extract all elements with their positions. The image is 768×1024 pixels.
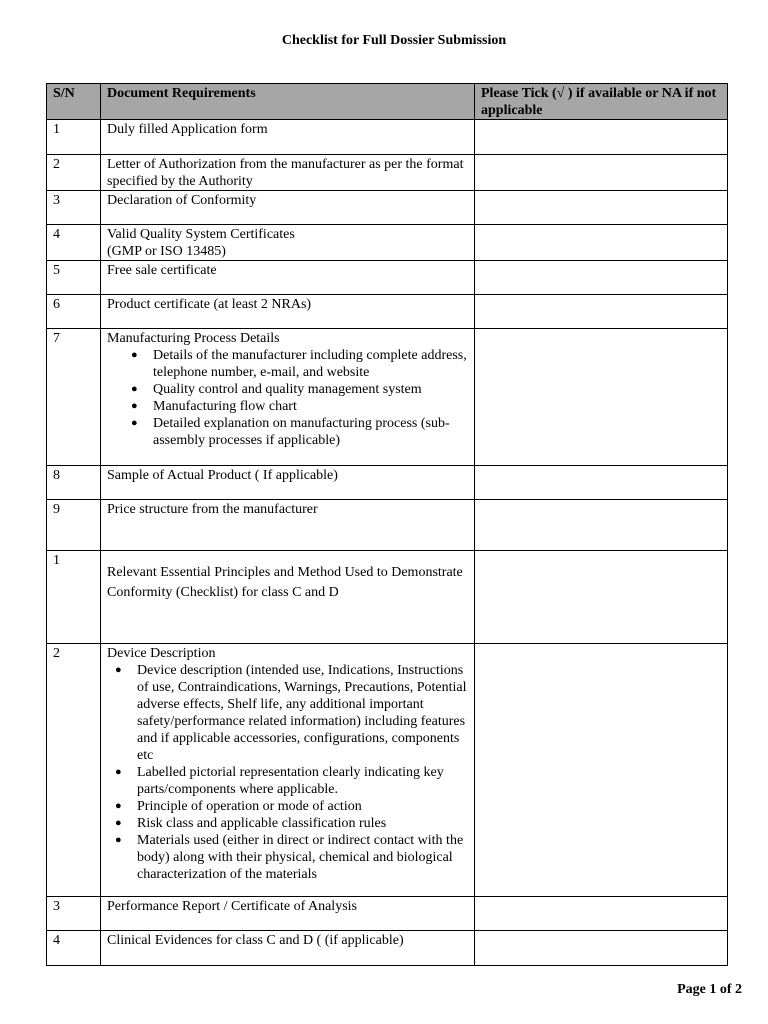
table-row — [47, 155, 728, 191]
row-requirement: Clinical Evidences for class C and D ( (if applicable) — [101, 931, 475, 966]
tick-cell[interactable] — [475, 500, 728, 551]
row-sn: 4 — [47, 931, 101, 966]
table-row — [47, 500, 728, 551]
bullet-item: ● Materials used (either in direct or indirect contact with the body) along with their physical, chemical and biological characterization of the materials — [137, 832, 468, 883]
tick-cell[interactable] — [475, 897, 728, 931]
table-row — [47, 120, 728, 155]
requirement-heading: Manufacturing Process Details — [107, 331, 280, 346]
requirement-line: (GMP or ISO 13485) — [107, 244, 226, 259]
row-requirement: Product certificate (at least 2 NRAs) — [101, 295, 475, 329]
bullet-item: ● Device description (intended use, Indications, Instructions of use, Contraindications, Warnings, Precautions, Potential adverse effects, Shelf life, any additional important safety/performance related information) including features and if applicable accessories, configurations, components etc — [137, 662, 468, 764]
bullet-item: ● Details of the manufacturer including complete address, telephone number, e-mail, and website — [153, 347, 468, 381]
row-requirement — [101, 225, 475, 261]
tick-cell[interactable] — [475, 261, 728, 295]
requirement-line: Valid Quality System Certificates — [107, 227, 295, 242]
checklist-table — [46, 83, 728, 966]
row-requirement: Sample of Actual Product ( If applicable) — [101, 466, 475, 500]
bullet-item: ● Manufacturing flow chart — [153, 398, 468, 415]
tick-cell[interactable] — [475, 155, 728, 191]
tick-cell[interactable] — [475, 551, 728, 644]
row-sn: 4 — [47, 225, 101, 261]
row-sn: 1 — [47, 120, 101, 155]
header-sn: S/N — [47, 84, 101, 120]
tick-cell[interactable] — [475, 931, 728, 966]
row-requirement — [101, 329, 475, 466]
header-row — [47, 84, 728, 120]
table-row — [47, 897, 728, 931]
bullet-item: ● Quality control and quality management system — [153, 381, 468, 398]
row-requirement — [101, 644, 475, 897]
row-requirement: Performance Report / Certificate of Analysis — [101, 897, 475, 931]
row-sn: 3 — [47, 191, 101, 225]
row-requirement — [101, 551, 475, 644]
bullet-item: ● Risk class and applicable classification rules — [137, 815, 468, 832]
tick-cell[interactable] — [475, 191, 728, 225]
table-row — [47, 225, 728, 261]
row-requirement: Free sale certificate — [101, 261, 475, 295]
row-sn: 8 — [47, 466, 101, 500]
row-requirement: Price structure from the manufacturer — [101, 500, 475, 551]
tick-cell[interactable] — [475, 120, 728, 155]
row-sn: 9 — [47, 500, 101, 551]
tick-cell[interactable] — [475, 225, 728, 261]
bullet-item: ● Detailed explanation on manufacturing process (sub-assembly processes if applicable) — [153, 415, 468, 449]
page-number: Page 1 of 2 — [677, 982, 742, 997]
bullet-list — [107, 347, 468, 449]
header-requirements: Document Requirements — [101, 84, 475, 120]
table-row — [47, 931, 728, 966]
row-sn: 2 — [47, 155, 101, 191]
bullet-list — [107, 662, 468, 883]
bullet-item: ● Labelled pictorial representation clearly indicating key parts/components where applicable. — [137, 764, 468, 798]
tick-cell[interactable] — [475, 644, 728, 897]
tick-cell[interactable] — [475, 466, 728, 500]
table-row — [47, 466, 728, 500]
bullet-item: ● Principle of operation or mode of action — [137, 798, 468, 815]
tick-cell[interactable] — [475, 329, 728, 466]
row-sn: 2 — [47, 644, 101, 897]
row-requirement: Letter of Authorization from the manufacturer as per the format specified by the Authority — [101, 155, 475, 191]
requirement-heading: Device Description — [107, 646, 216, 661]
row-requirement: Duly filled Application form — [101, 120, 475, 155]
table-row — [47, 329, 728, 466]
row-sn: 3 — [47, 897, 101, 931]
header-tick: Please Tick (√ ) if available or NA if not applicable — [475, 84, 728, 120]
table-row — [47, 551, 728, 644]
row-sn: 7 — [47, 329, 101, 466]
table-row — [47, 295, 728, 329]
table-row — [47, 261, 728, 295]
requirement-text: Relevant Essential Principles and Method Used to Demonstrate Conformity (Checklist) for class C and D — [107, 565, 463, 600]
document-title: Checklist for Full Dossier Submission — [281, 33, 507, 48]
row-sn: 5 — [47, 261, 101, 295]
table-row — [47, 644, 728, 897]
tick-cell[interactable] — [475, 295, 728, 329]
row-sn: 1 — [47, 551, 101, 644]
row-requirement: Declaration of Conformity — [101, 191, 475, 225]
row-sn: 6 — [47, 295, 101, 329]
table-row — [47, 191, 728, 225]
